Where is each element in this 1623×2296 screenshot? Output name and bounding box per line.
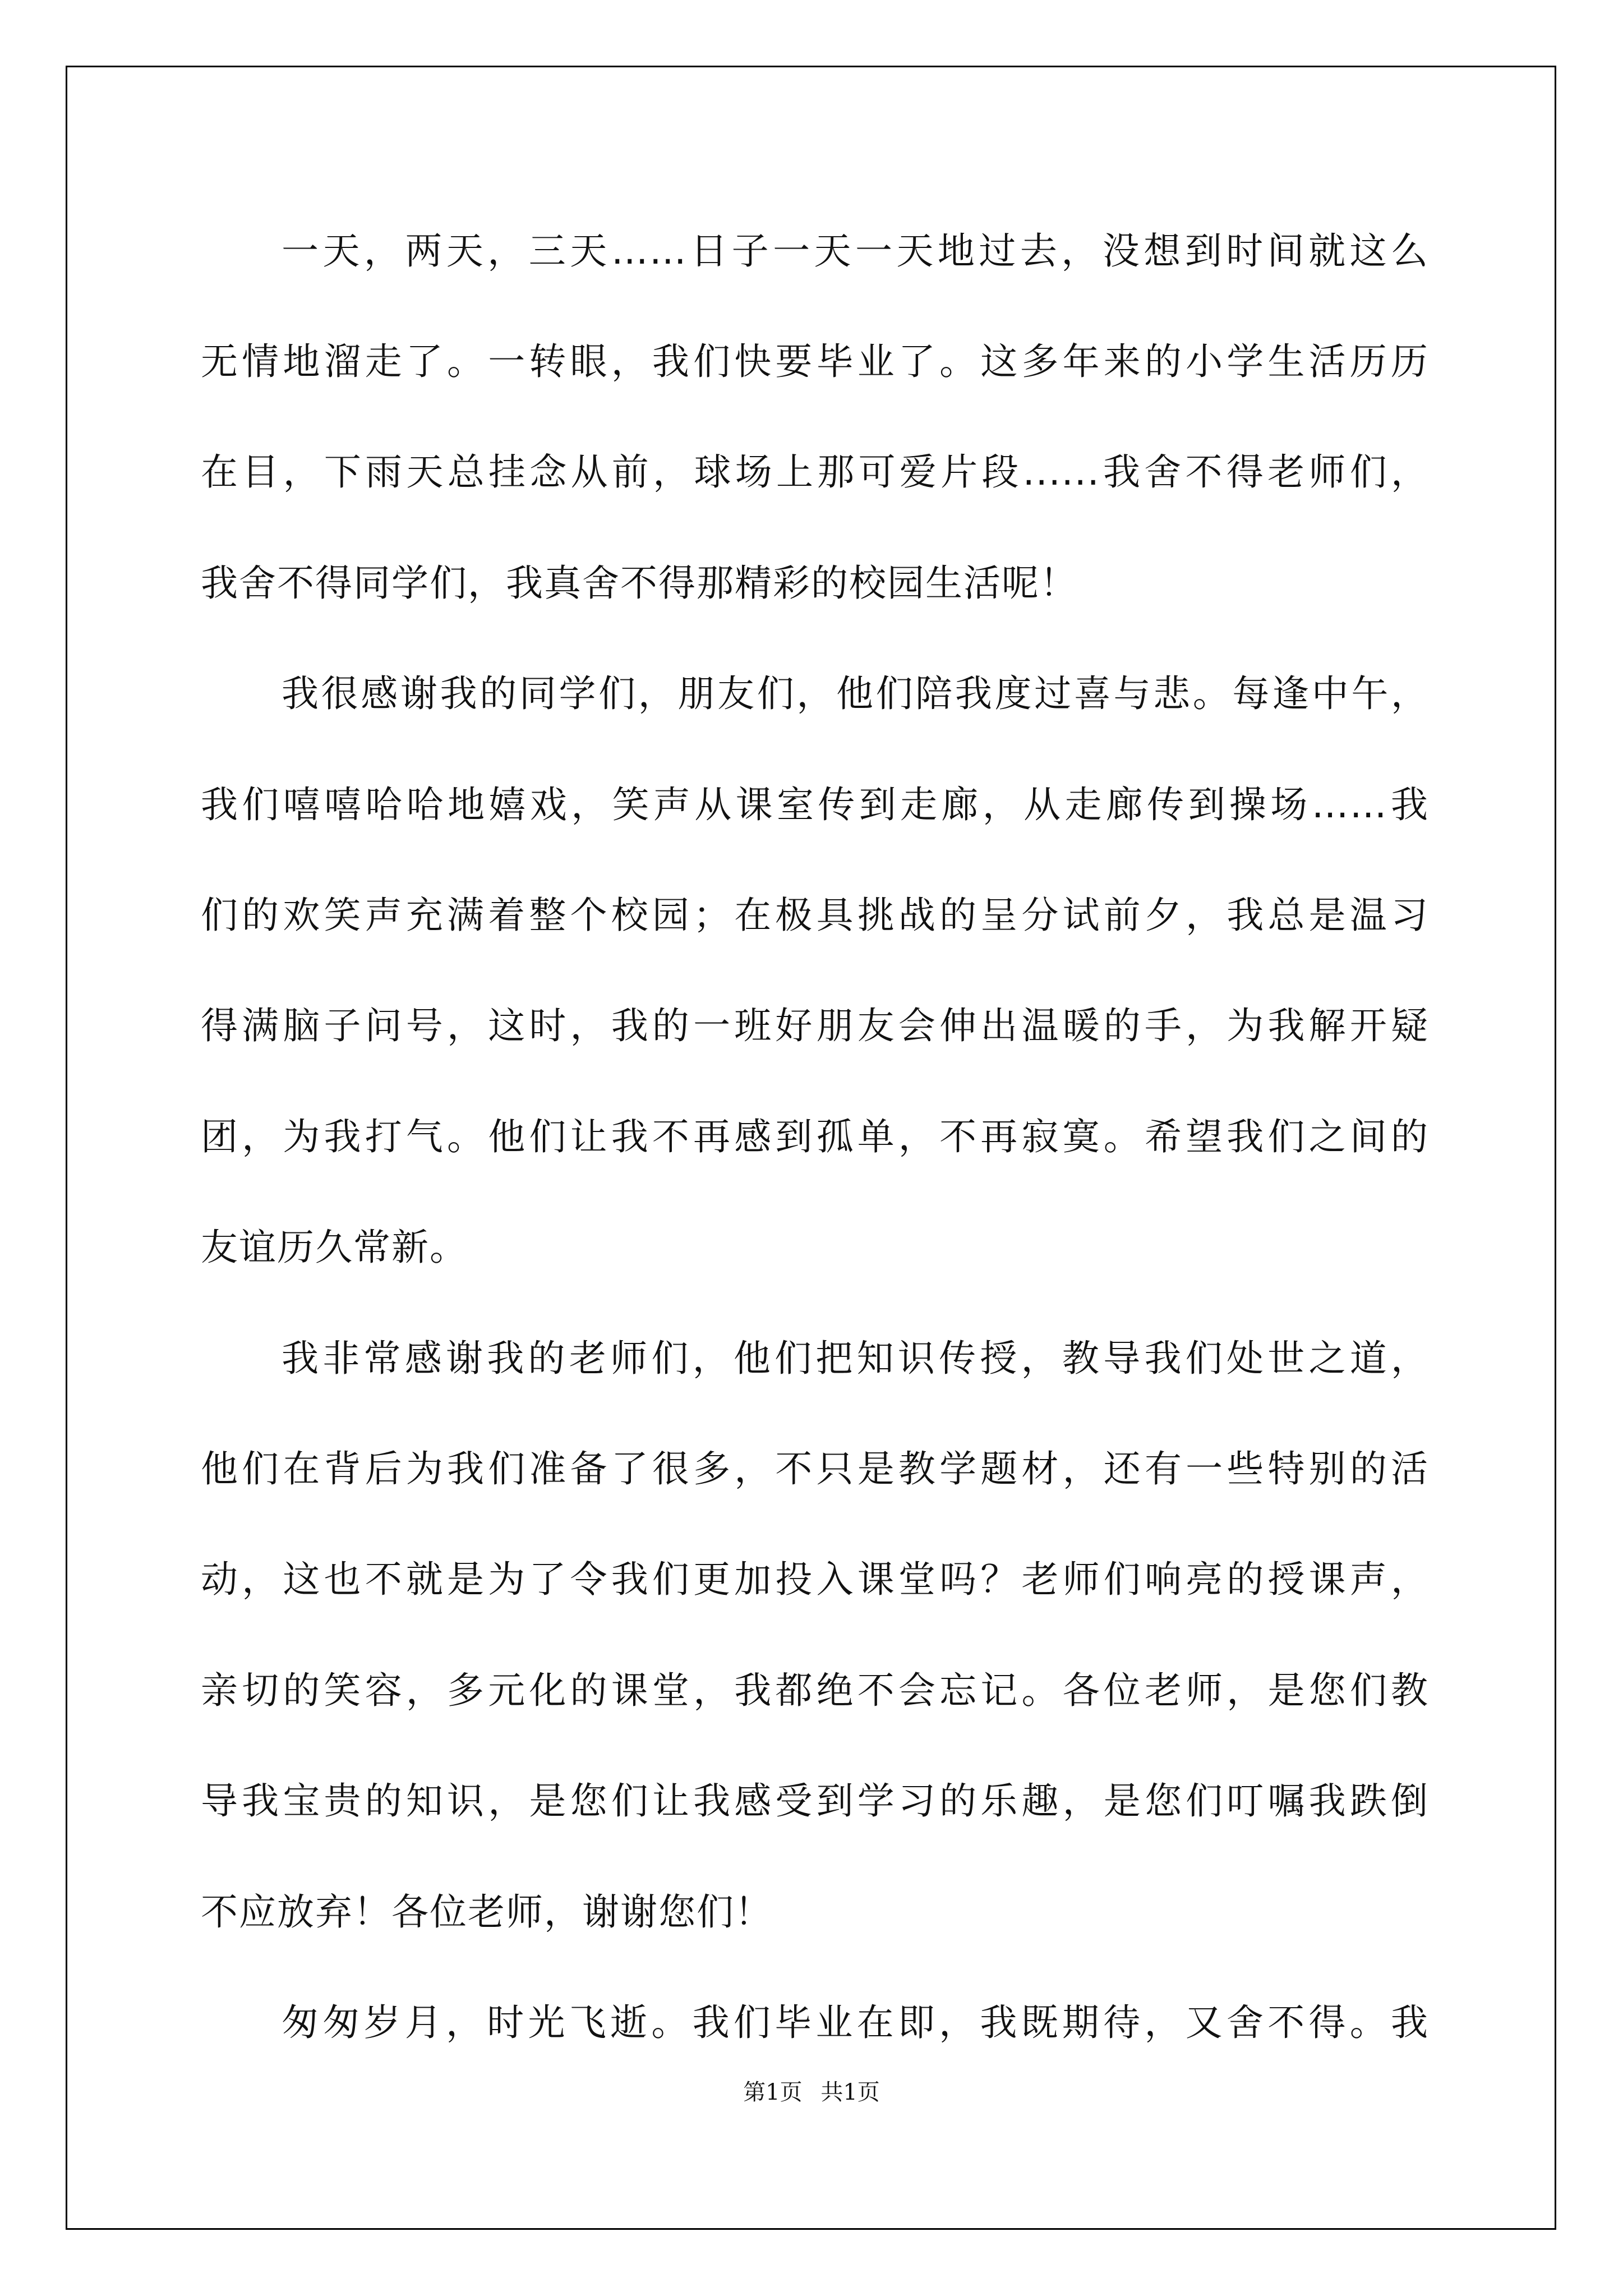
text-line: 团，为我打气。他们让我不再感到孤单，不再寂寞。希望我们之间的: [201, 1115, 1429, 1158]
text-line: 得满脑子问号，这时，我的一班好朋友会伸出温暖的手，为我解开疑: [201, 1004, 1429, 1047]
page-footer: [0, 2076, 1623, 2109]
text-line: 在目，下雨天总挂念从前，球场上那可爱片段......我舍不得老师们，: [201, 450, 1429, 494]
text-line: 动，这也不就是为了令我们更加投入课堂吗？老师们响亮的授课声，: [201, 1558, 1429, 1601]
text-line: 我很感谢我的同学们，朋友们，他们陪我度过喜与悲。每逢中午，: [282, 672, 1429, 715]
text-line: 我们嘻嘻哈哈地嬉戏，笑声从课室传到走廊，从走廊传到操场……我: [201, 783, 1429, 826]
text-line: 我非常感谢我的老师们，他们把知识传授，教导我们处世之道，: [282, 1337, 1429, 1380]
text-line: 匆匆岁月，时光飞逝。我们毕业在即，我既期待，又舍不得。我: [282, 2001, 1429, 2044]
text-line: 亲切的笑容，多元化的课堂，我都绝不会忘记。各位老师，是您们教: [201, 1669, 1429, 1712]
text-line: 导我宝贵的知识，是您们让我感受到学习的乐趣，是您们叮嘱我跌倒: [201, 1779, 1429, 1823]
page-total: 共1页: [820, 2079, 880, 2105]
text-line: 他们在背后为我们准备了很多，不只是教学题材，还有一些特别的活: [201, 1447, 1429, 1490]
text-line: 我舍不得同学们，我真舍不得那精彩的校园生活呢！: [201, 562, 1078, 605]
text-line: 一天，两天，三天……日子一天一天地过去，没想到时间就这么: [282, 229, 1429, 273]
text-line: 不应放弃！各位老师，谢谢您们！: [201, 1890, 773, 1934]
text-line: 无情地溜走了。一转眼，我们快要毕业了。这多年来的小学生活历历: [201, 340, 1429, 383]
text-line: 们的欢笑声充满着整个校园；在极具挑战的呈分试前夕，我总是温习: [201, 894, 1429, 937]
page-number: 第1页: [743, 2079, 803, 2105]
text-line: 友谊历久常新。: [201, 1226, 468, 1269]
